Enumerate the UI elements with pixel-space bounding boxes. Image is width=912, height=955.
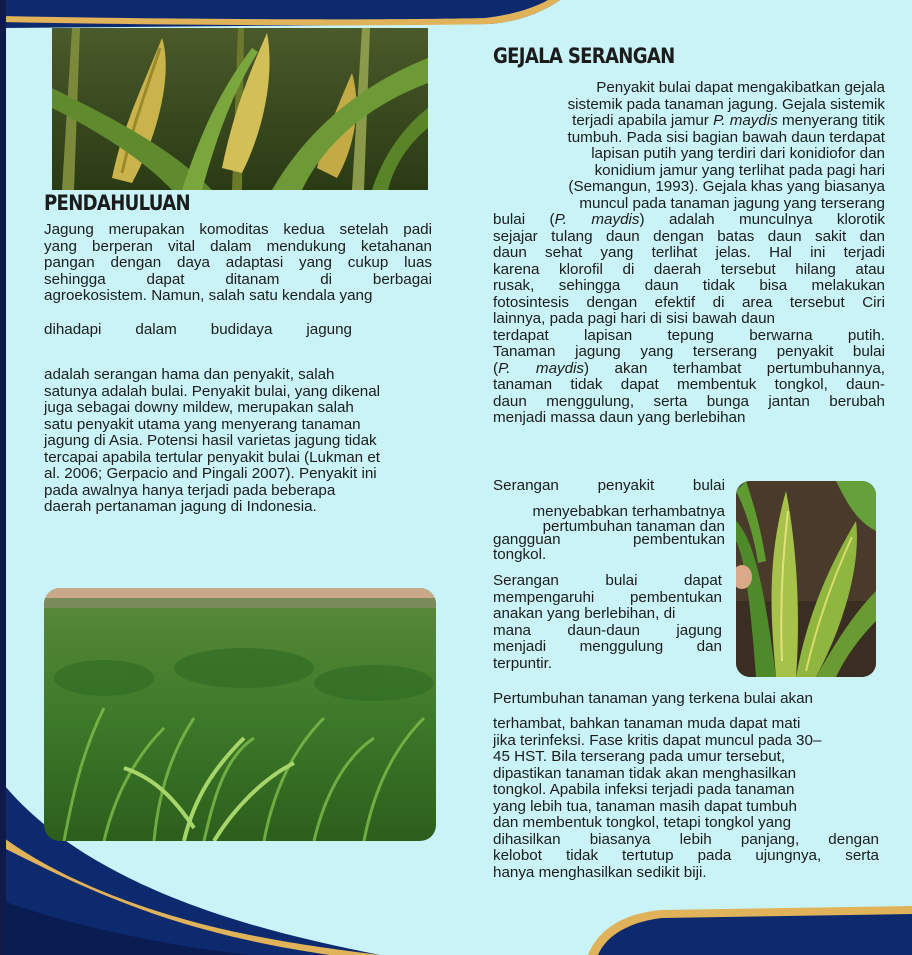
text-line: pangan dengan daya adaptasi yang cukup luas: [44, 254, 432, 271]
text-line: jika terinfeksi. Fase kritis dapat muncul pada 30–: [493, 731, 822, 749]
text-line: menjadi menggulung dan: [493, 638, 722, 655]
text-line: adalah serangan hama dan penyakit, salah: [44, 366, 335, 383]
text-line: tercapai apabila tertular penyakit bulai (Lukman et: [44, 448, 381, 466]
text-line: yang lebih tua, tanaman masih dapat tumbuh: [493, 797, 797, 815]
text-line: mempengaruhi pembentukan: [493, 588, 722, 606]
text-line: 45 HST. Bila terserang pada umur tersebut,: [493, 748, 786, 765]
pertumbuhan-lead-line: [493, 691, 885, 708]
text-line: juga sebagai downy mildew, merupakan salah: [44, 399, 354, 416]
text-line: sistemik pada tanaman jagung. Gejala sistemik: [567, 95, 885, 113]
text-line: anakan yang berlebihan, di: [493, 605, 676, 622]
text-line: al. 2006; Gerpacio and Pingali 2007). Penyakit ini: [44, 465, 377, 482]
text-line: Serangan bulai dapat: [493, 572, 722, 589]
text-line: dihasilkan biasanya lebih panjang, dengan: [493, 830, 879, 848]
text-line: yang berperan vital dalam mendukung ketahanan: [44, 237, 432, 255]
gejala-paragraph: [493, 80, 885, 427]
text-line: mana daun-daun jagung: [493, 621, 722, 639]
text-line: terpuntir.: [493, 654, 553, 672]
text-line: menjadi massa daun yang berlebihan: [493, 409, 746, 426]
text-line: lainnya, pada pagi hari di sisi bawah daun: [493, 310, 776, 327]
pendahuluan-body: [44, 367, 436, 516]
text-line: sejajar tulang daun dengan batas daun sakit dan: [493, 227, 885, 245]
text-line: Pertumbuhan tanaman yang terkena bulai akan: [493, 690, 813, 707]
text-line: menyebabkan terhambatnya: [532, 503, 725, 520]
text-line: rusak, sehingga daun tidak bisa melakukan: [493, 277, 885, 294]
corn-field-photo: [44, 588, 436, 841]
text-line: dihadapi dalam budidaya jagung: [44, 321, 352, 338]
text-line: tongkol.: [493, 546, 547, 563]
text-line: muncul pada tanaman jagung yang terserang: [579, 194, 885, 212]
text-line: daerah pertanaman jagung di Indonesia.: [44, 498, 317, 515]
text-line: gangguan pembentukan: [493, 531, 725, 548]
text-line: jagung di Asia. Potensi hasil varietas jagung tidak: [44, 432, 377, 449]
text-line: pertumbuhan tanaman dan: [542, 518, 725, 535]
text-line: hanya menghasilkan sedikit biji.: [493, 863, 707, 881]
text-line: Tanaman jagung yang terserang penyakit bulai: [493, 343, 885, 360]
text-line: daun menggulung, serta bunga jantan berubah: [493, 392, 885, 410]
pendahuluan-intro-last: [44, 322, 352, 339]
text-line: dipastikan tanaman tidak akan menghasilkan: [493, 764, 797, 782]
text-line: karena klorofil di daerah tersebut hilang atau: [493, 260, 885, 278]
heading-gejala-serangan: GEJALA SERANGAN: [493, 44, 675, 68]
text-line: (P. maydis) akan terhambat pertumbuhannya,: [493, 359, 885, 377]
text-line: tanaman tidak dapat membentuk tongkol, daun-: [493, 376, 885, 393]
text-line: Jagung merupakan komoditas kedua setelah padi: [44, 221, 432, 238]
left-edge-bar: [0, 0, 6, 955]
text-line: konidium jamur yang terlihat pada pagi hari: [594, 161, 885, 179]
text-line: lapisan putih yang terdiri dari konidiofor dan: [591, 145, 885, 162]
text-line: tumbuh. Pada sisi bagian bawah daun terdapat: [567, 128, 885, 146]
text-line: kelobot tidak tertutup pada ujungnya, serta: [493, 847, 879, 864]
pertumbuhan-paragraph: [493, 716, 879, 881]
text-line: bulai (P. maydis) adalah munculnya klorotik: [493, 211, 885, 228]
text-line: Penyakit bulai dapat mengakibatkan gejala: [596, 79, 885, 96]
corn-cob-photo: [52, 28, 428, 190]
serangan-paragraph-2: [493, 573, 722, 672]
text-line: Serangan penyakit bulai: [493, 477, 725, 494]
pendahuluan-intro: [44, 222, 432, 305]
text-line: agroekosistem. Namun, salah satu kendala yang: [44, 287, 373, 304]
text-line: terjadi apabila jamur P. maydis menyerang titik: [572, 112, 885, 129]
text-line: daun sehat yang terlihat jelas. Hal ini terjadi: [493, 244, 885, 261]
text-line: terhambat, bahkan tanaman muda dapat mati: [493, 715, 801, 732]
text-line: sehingga dapat ditanam di berbagai: [44, 270, 432, 288]
text-line: dan membentuk tongkol, tetapi tongkol yang: [493, 814, 792, 831]
text-line: pada awalnya hanya terjadi pada beberapa: [44, 481, 336, 499]
text-line: (Semangun, 1993). Gejala khas yang biasanya: [568, 178, 885, 195]
text-line: fotosintesis dengan efektif di area tersebut Ciri: [493, 293, 885, 311]
infected-leaf-photo: [736, 481, 876, 677]
heading-pendahuluan: PENDAHULUAN: [44, 191, 190, 215]
text-line: satu penyakit utama yang menyerang tanaman: [44, 415, 361, 433]
text-line: terdapat lapisan tepung berwarna putih.: [493, 326, 885, 344]
text-line: satunya adalah bulai. Penyakit bulai, yang dikenal: [44, 382, 381, 400]
serangan-paragraph-1: [493, 477, 725, 563]
text-line: tongkol. Apabila infeksi terjadi pada tanaman: [493, 781, 795, 798]
